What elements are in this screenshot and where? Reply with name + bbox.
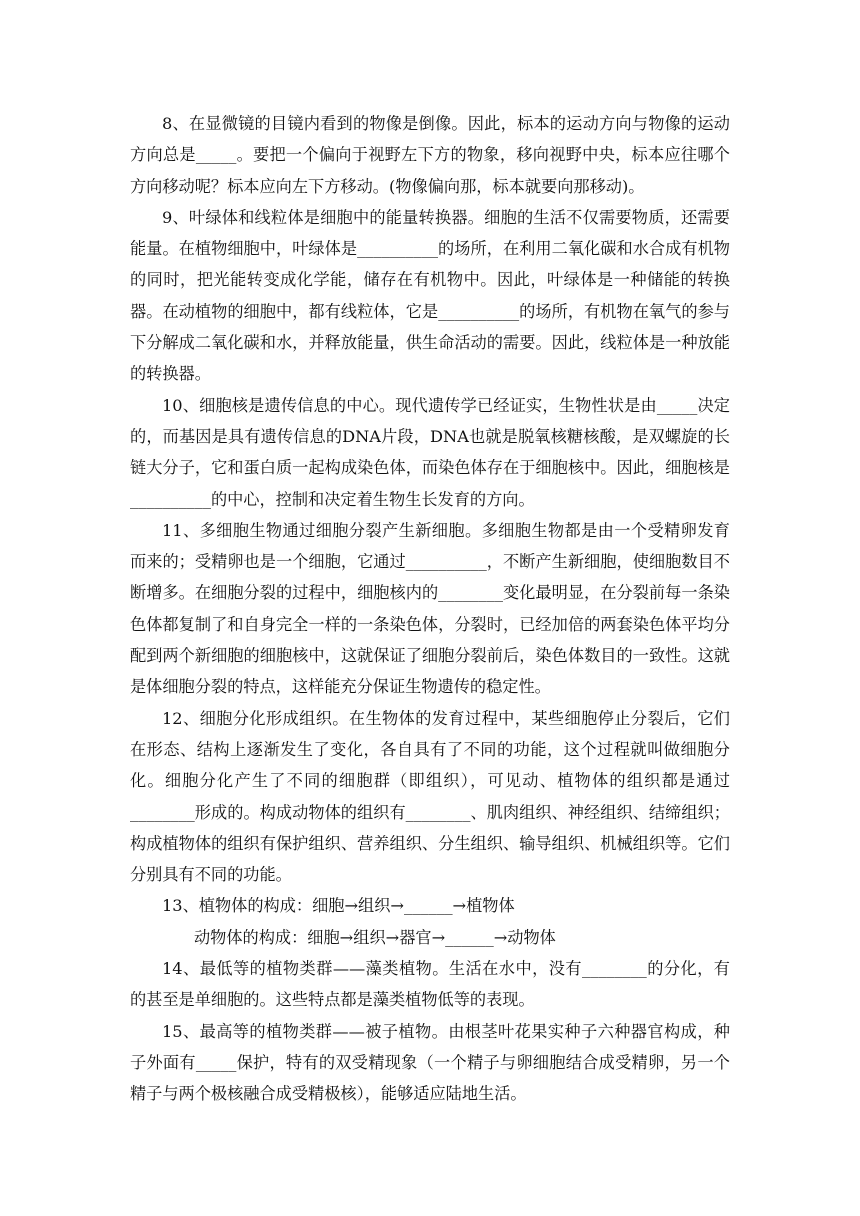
paragraph-10: 10、细胞核是遗传信息的中心。现代遗传学已经证实，生物性状是由_____决定的，而基因是具有遗传信息的DNA片段，DNA也就是脱氧核糖核酸，是双螺旋的长链大分子，它和蛋白质一起构成染色体，而染色体存在于细胞核中。因此，细胞核是__________的中心，控制和决定着生物生长发育的方向。 xyxy=(130,395,730,509)
paragraph-13-plant: 13、植物体的构成：细胞→组织→______→植物体 xyxy=(162,896,515,916)
paragraph-8: 8、在显微镜的目镜内看到的物像是倒像。因此，标本的运动方向与物像的运动方向总是_____。要把一个偏向于视野左下方的物象，移向视野中央，标本应往哪个方向移动呢？标本应向左下方移动。(物像偏向那，标本就要向那移动)。 xyxy=(130,114,730,196)
paragraph-14: 14、最低等的植物类群——藻类植物。生活在水中，没有________的分化，有的甚至是单细胞的。这些特点都是藻类植物低等的表现。 xyxy=(130,959,730,1010)
paragraph-15: 15、最高等的植物类群——被子植物。由根茎叶花果实种子六种器官构成，种子外面有_____保护，特有的双受精现象（一个精子与卵细胞结合成受精卵，另一个精子与两个极核融合成受精极核），能够适应陆地生活。 xyxy=(130,1021,730,1104)
document-body xyxy=(130,108,730,1110)
paragraph-13-animal: 动物体的构成：细胞→组织→器官→______→动物体 xyxy=(194,927,556,947)
paragraph-9: 9、叶绿体和线粒体是细胞中的能量转换器。细胞的生活不仅需要物质，还需要能量。在植物细胞中，叶绿体是__________的场所，在利用二氧化碳和水合成有机物的同时，把光能转变成化学能，储存在有机物中。因此，叶绿体是一种储能的转换器。在动植物的细胞中，都有线粒体，它是__________的场所，有机物在氧气的参与下分解成二氧化碳和水，并释放能量，供生命活动的需要。因此，线粒体是一种放能的转换器。 xyxy=(130,207,730,384)
paragraph-11: 11、多细胞生物通过细胞分裂产生新细胞。多细胞生物都是由一个受精卵发育而来的；受精卵也是一个细胞，它通过__________，不断产生新细胞，使细胞数目不断增多。在细胞分裂的过程中，细胞核内的________变化最明显，在分裂前每一条染色体都复制了和自身完全一样的一条染色体，分裂时，已经加倍的两套染色体平均分配到两个新细胞的细胞核中，这就保证了细胞分裂前后，染色体数目的一致性。这就是体细胞分裂的特点，这样能充分保证生物遗传的稳定性。 xyxy=(130,520,730,697)
paragraph-12: 12、细胞分化形成组织。在生物体的发育过程中，某些细胞停止分裂后，它们在形态、结构上逐渐发生了变化，各自具有了不同的功能，这个过程就叫做细胞分化。细胞分化产生了不同的细胞群（即组织），可见动、植物体的组织都是通过________形成的。构成动物体的组织有________、肌肉组织、神经组织、结缔组织；构成植物体的组织有保护组织、营养组织、分生组织、输导组织、机械组织等。它们分别具有不同的功能。 xyxy=(130,708,730,885)
